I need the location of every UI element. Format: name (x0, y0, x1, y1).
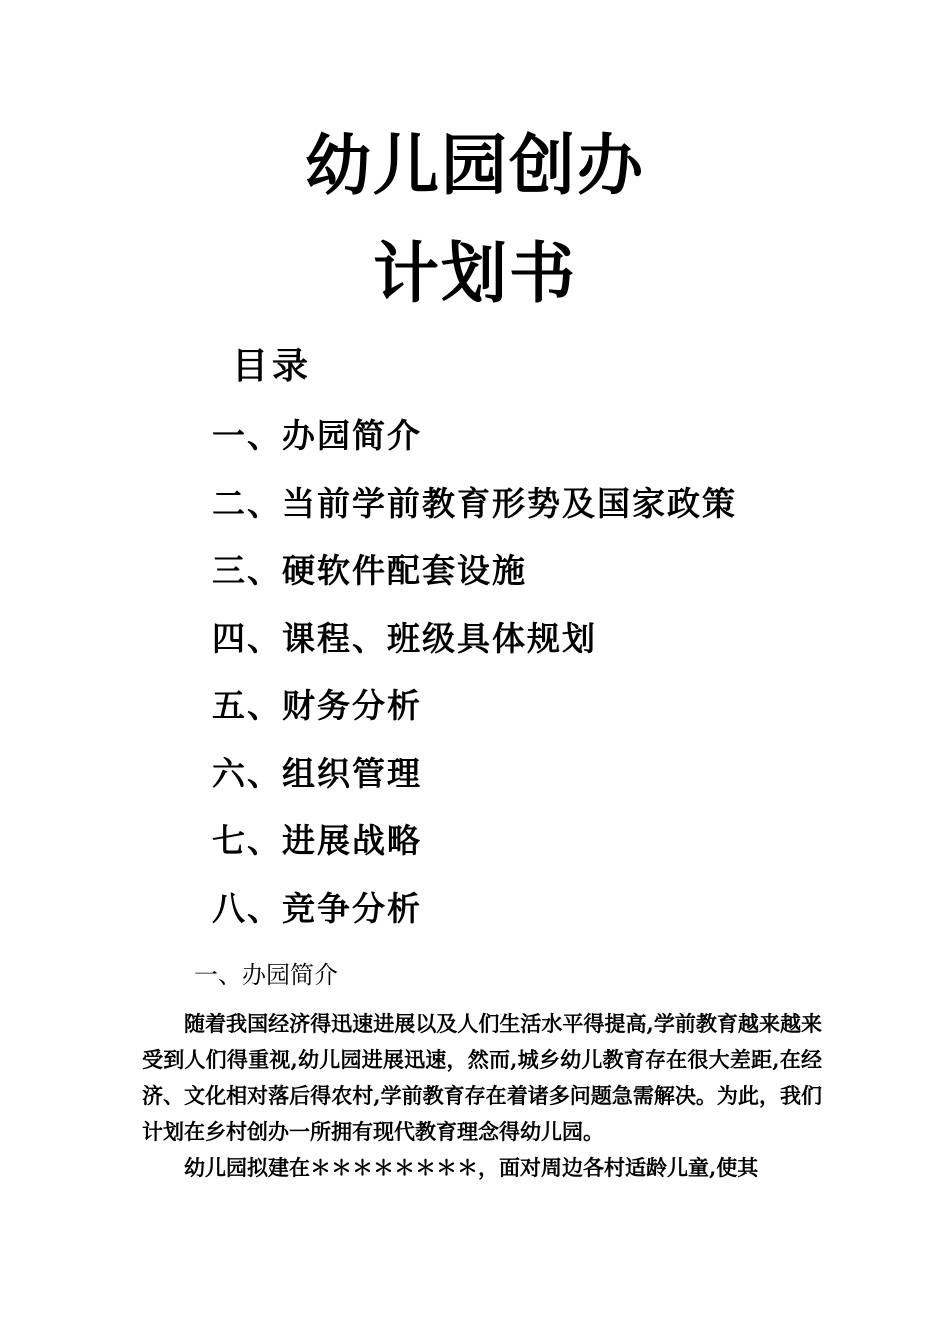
toc-item-6: 六、组织管理 (212, 753, 422, 793)
toc-item-8: 八、竞争分析 (212, 888, 422, 928)
toc-item-1: 一、办园简介 (212, 416, 422, 455)
section-heading: 一、办园简介 (194, 961, 338, 989)
toc-item-7: 七、进展战略 (212, 821, 422, 860)
table-of-contents (212, 410, 737, 950)
toc-item-5: 五、财务分析 (212, 686, 422, 725)
toc-item-3: 三、硬软件配套设施 (212, 551, 527, 590)
toc-item-2: 二、当前学前教育形势及国家政策 (212, 483, 737, 523)
document-title-line-1: 幼儿园创办 (305, 127, 645, 204)
toc-item-4: 四、课程、班级具体规划 (212, 618, 597, 658)
document-title-line-2: 计划书 (373, 235, 577, 312)
body-paragraph-1: 随着我国经济得迅速进展以及人们生活水平得提高,学前教育越来越来受到人们得重视,幼儿园进展迅速，然而,城乡幼儿教育存在很大差距,在经济、文化相对落后得农村,学前教育存在着诸多问题急需解决。为此，我们计划在乡村创办一所拥有现代教育理念得幼儿园。 (142, 1011, 822, 1144)
body-paragraph-2: 幼儿园拟建在＊＊＊＊＊＊＊＊，面对周边各村适龄儿童,使其 (184, 1155, 759, 1180)
toc-heading: 目录 (232, 345, 313, 387)
section-body (142, 1006, 822, 1186)
